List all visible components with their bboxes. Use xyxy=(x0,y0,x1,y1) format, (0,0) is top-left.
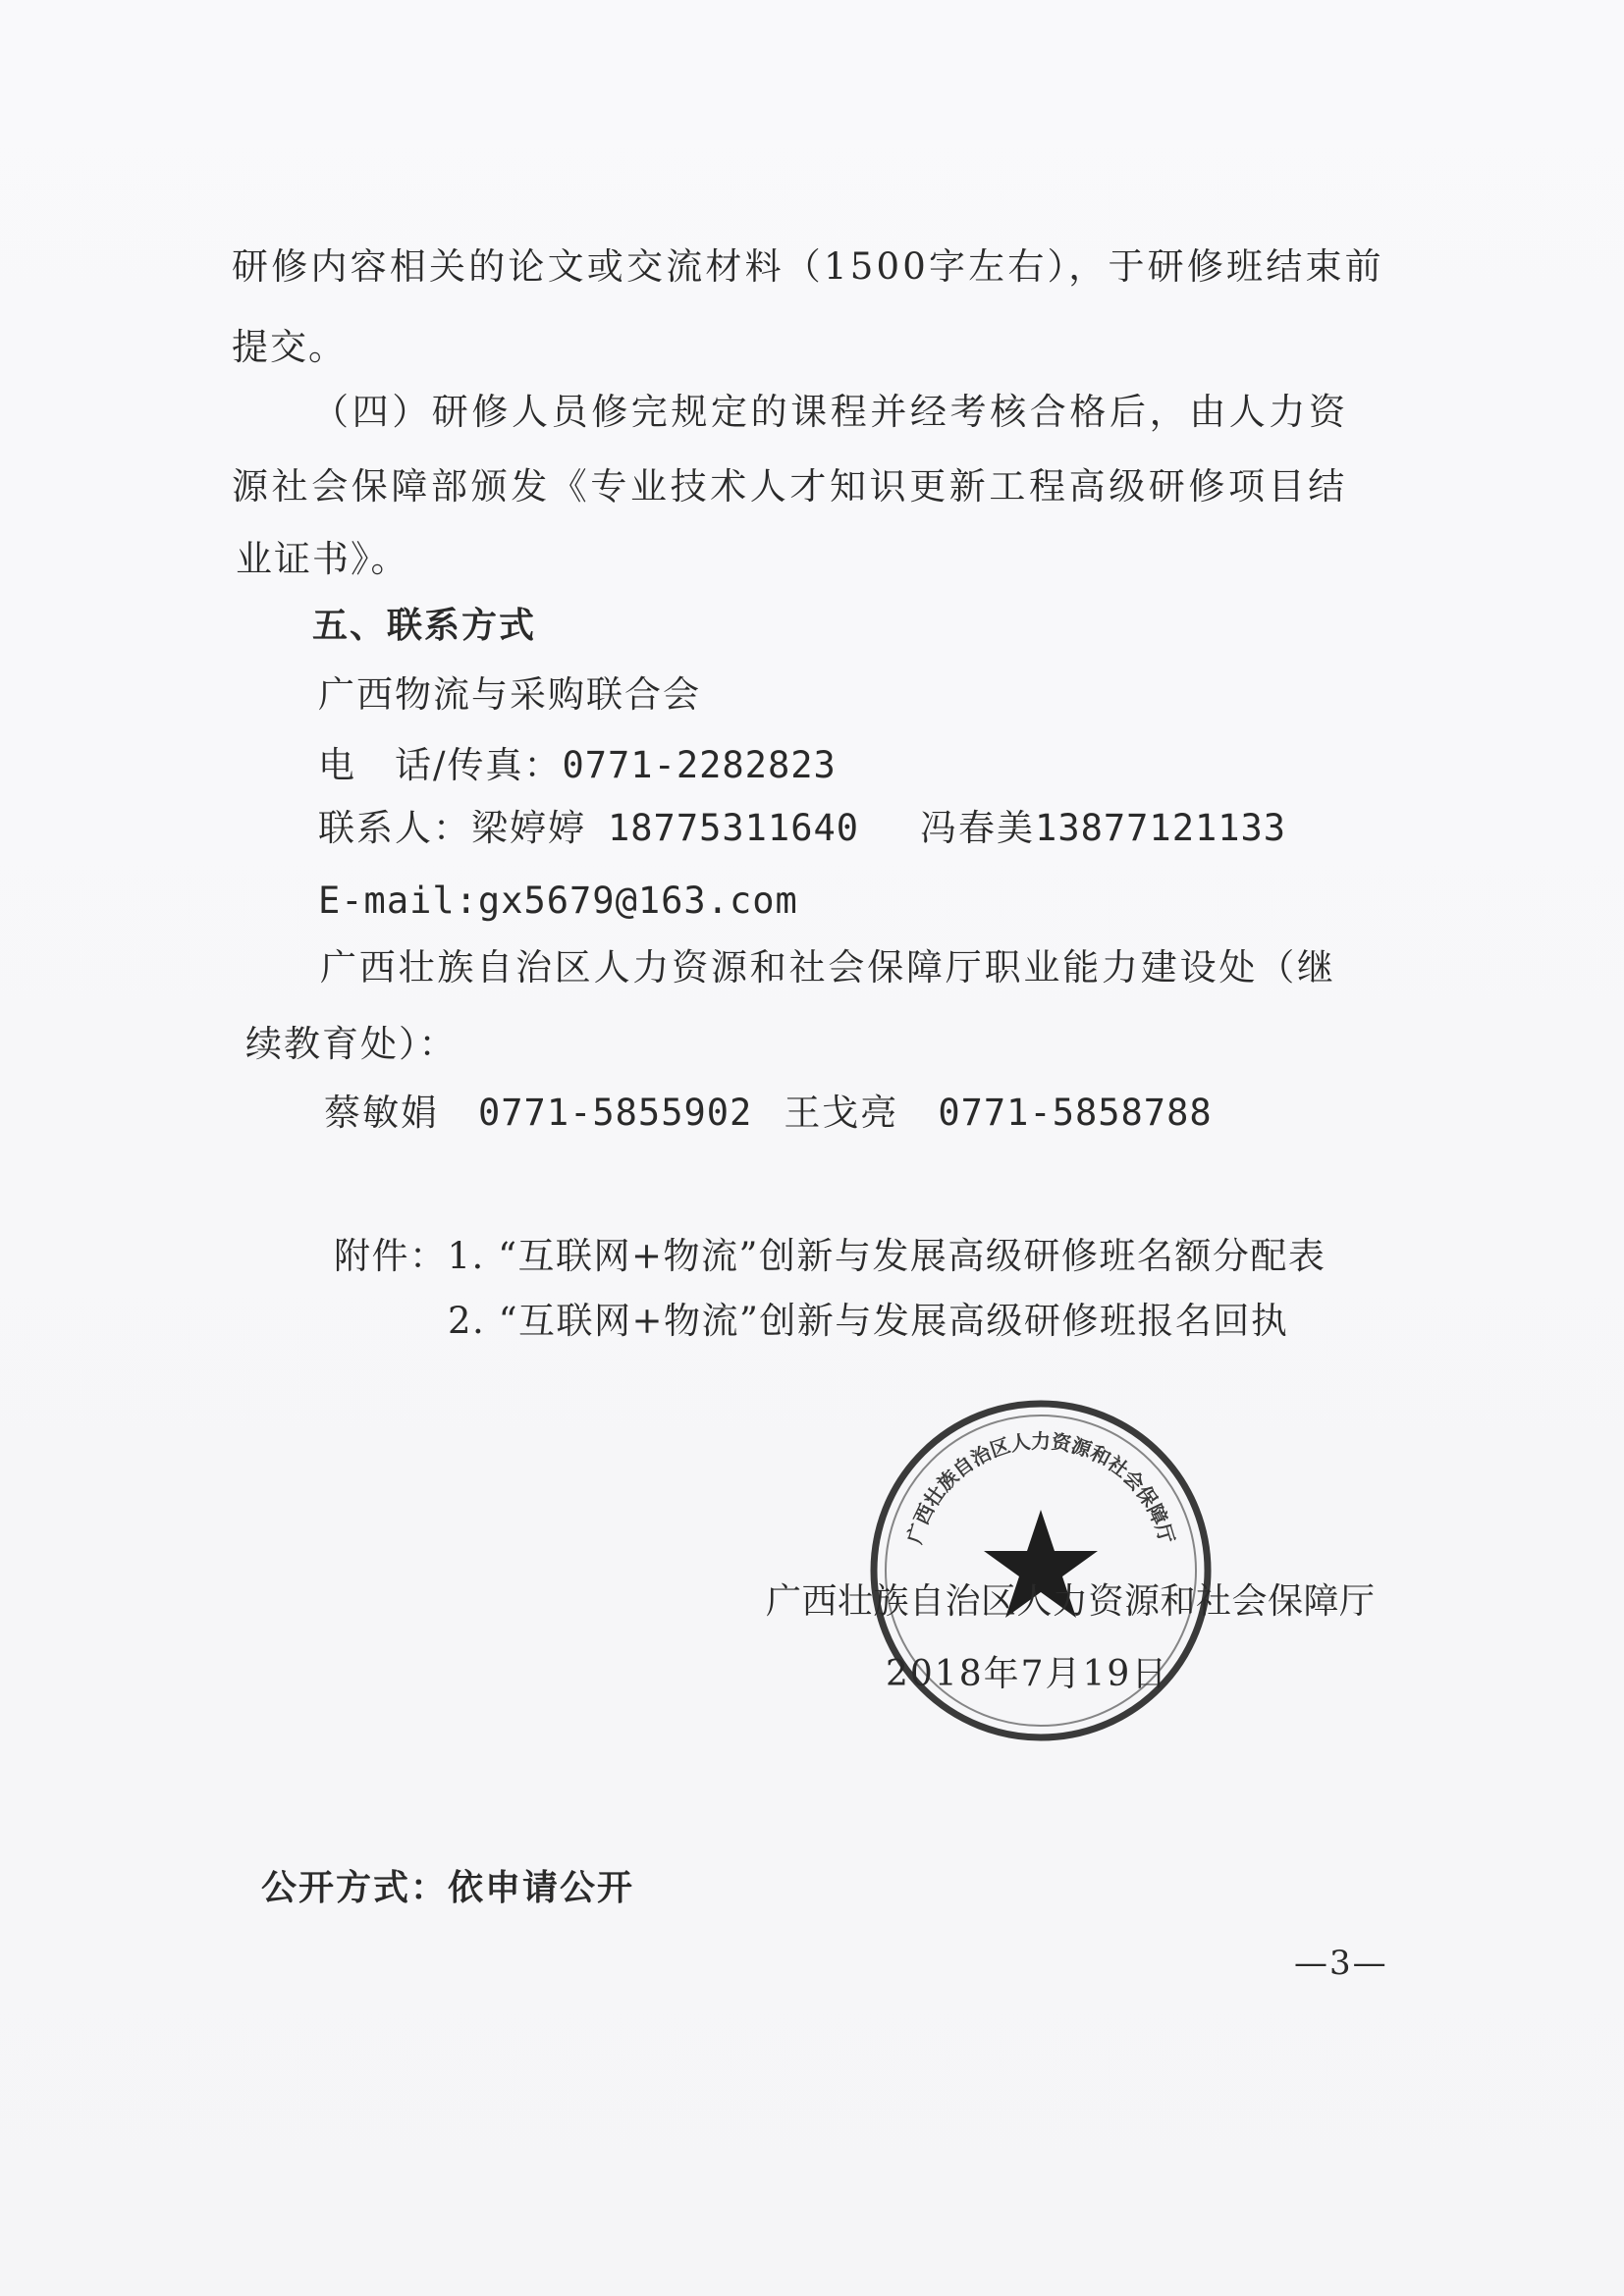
issue-date: 2018年7月19日 xyxy=(886,1654,1169,1694)
paragraph-2-line-3: 业证书》。 xyxy=(236,538,409,580)
section-heading-contact: 五、联系方式 xyxy=(312,606,537,646)
paragraph-1-line-2: 提交。 xyxy=(232,326,347,368)
paragraph-2-line-1: （四）研修人员修完规定的课程并经考核合格后，由人力资 xyxy=(312,391,1349,433)
attachment-item-1 xyxy=(334,1233,1326,1280)
phone-value: 0771-2282823 xyxy=(562,744,837,786)
contact-1-phone: 18775311640 xyxy=(608,807,860,849)
disclosure-method: 公开方式：依申请公开 xyxy=(261,1868,635,1908)
department-line-1: 广西壮族自治区人力资源和社会保障厅职业能力建设处（继 xyxy=(320,946,1336,988)
contact-2-phone: 13877121133 xyxy=(1035,807,1287,849)
person-2-name: 王戈亮 xyxy=(784,1092,899,1134)
page-number: —3— xyxy=(1294,1944,1388,1983)
paragraph-2-line-2: 源社会保障部颁发《专业技术人才知识更新工程高级研修项目结 xyxy=(232,465,1348,507)
attachment-item-2: 2. “互联网+物流”创新与发展高级研修班报名回执 xyxy=(448,1300,1289,1342)
contact-1-name: 梁婷婷 xyxy=(471,807,586,849)
contact-organization: 广西物流与采购联合会 xyxy=(318,673,701,716)
person-2-phone: 0771-5858788 xyxy=(938,1092,1213,1134)
person-1-name: 蔡敏娟 xyxy=(324,1092,439,1134)
contact-phone-line xyxy=(318,742,837,789)
paragraph-1-line-1: 研修内容相关的论文或交流材料（1500字左右），于研修班结束前 xyxy=(232,245,1384,288)
person-1-phone: 0771-5855902 xyxy=(478,1092,753,1134)
department-contacts-line xyxy=(324,1090,1213,1137)
contact-email: E-mail:gx5679@163.com xyxy=(318,880,798,922)
contacts-label: 联系人： xyxy=(318,807,471,849)
department-line-2: 续教育处）： xyxy=(245,1023,458,1065)
attachment-1-text: 1. “互联网+物流”创新与发展高级研修班名额分配表 xyxy=(447,1235,1326,1277)
phone-label: 电 话/传真： xyxy=(318,744,563,786)
seal-arc-text: 广西壮族自治区人力资源和社会保障厅 xyxy=(902,1429,1179,1547)
attachments-label: 附件： xyxy=(334,1235,448,1277)
issuer-signature: 广西壮族自治区人力资源和社会保障厅 xyxy=(766,1581,1376,1622)
contact-persons-line xyxy=(318,805,1286,852)
contact-2-name: 冯春美 xyxy=(920,807,1036,849)
